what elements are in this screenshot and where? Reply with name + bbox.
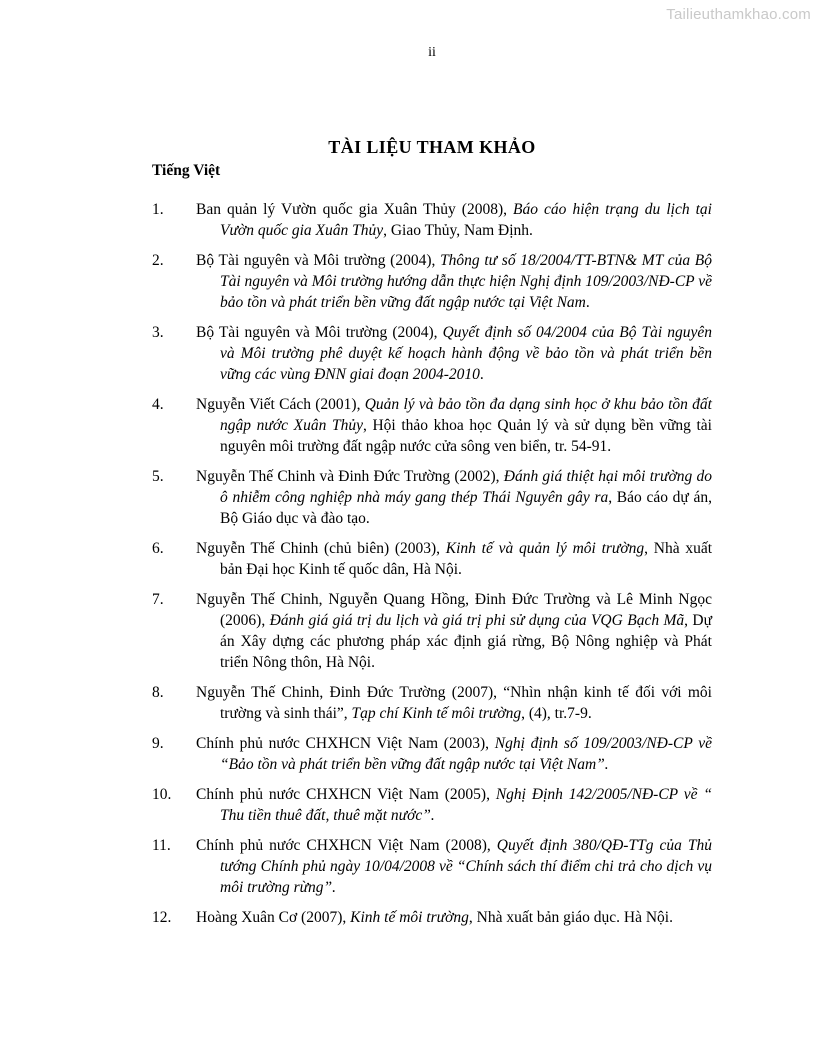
page-number: ii <box>428 45 436 60</box>
reference-number: 5. <box>152 468 164 485</box>
reference-number: 2. <box>152 252 164 269</box>
reference-number: 11. <box>152 837 171 854</box>
reference-text: Nguyễn Thế Chinh (chủ biên) (2003), Kinh tế và quản lý môi trường, Nhà xuất bản Đại học Kinh tế quốc dân, Hà Nội. <box>196 540 713 578</box>
reference-item <box>152 733 712 775</box>
watermark-text: Tailieuthamkhao.com <box>666 6 811 23</box>
reference-text: Hoàng Xuân Cơ (2007), Kinh tế môi trường, Nhà xuất bản giáo dục. Hà Nội. <box>196 909 673 926</box>
reference-number: 1. <box>152 201 164 218</box>
reference-number: 4. <box>152 396 164 413</box>
reference-text: Chính phủ nước CHXHCN Việt Nam (2008), Quyết định 380/QĐ-TTg của Thủ tướng Chính phủ ngày 10/04/2008 về “Chính sách thí điểm chi trả cho dịch vụ môi trường rừng”. <box>196 837 712 896</box>
reference-number: 6. <box>152 540 164 557</box>
reference-text: Bộ Tài nguyên và Môi trường (2004), Quyết định số 04/2004 của Bộ Tài nguyên và Môi trường phê duyệt kế hoạch hành động về bảo tồn và phát triển bền vững các vùng ĐNN giai đoạn 2004-2010. <box>196 324 712 383</box>
reference-number: 12. <box>152 909 172 926</box>
page-content <box>152 0 712 928</box>
reference-number: 7. <box>152 591 164 608</box>
reference-text: Bộ Tài nguyên và Môi trường (2004), Thông tư số 18/2004/TT-BTN& MT của Bộ Tài nguyên và Môi trường hướng dẫn thực hiện Nghị định 109/2003/NĐ-CP về bảo tồn và phát triển bền vững đất ngập nước tại Việt Nam. <box>196 252 712 311</box>
reference-number: 8. <box>152 684 164 701</box>
reference-item <box>152 466 712 529</box>
reference-item <box>152 538 712 580</box>
reference-number: 9. <box>152 735 164 752</box>
reference-item <box>152 250 712 313</box>
reference-item <box>152 199 712 241</box>
reference-item <box>152 589 712 673</box>
reference-item <box>152 835 712 898</box>
reference-number: 10. <box>152 786 172 803</box>
reference-number: 3. <box>152 324 164 341</box>
reference-text: Nguyễn Thế Chinh, Nguyễn Quang Hồng, Đinh Đức Trường và Lê Minh Ngọc (2006), Đánh giá giá trị du lịch và giá trị phi sử dụng của VQG Bạch Mã, Dự án Xây dựng các phương pháp xác định giá rừng, Bộ Nông nghiệp và Phát triển Nông thôn, Hà Nội. <box>196 591 713 671</box>
reference-text: Nguyễn Viết Cách (2001), Quản lý và bảo tồn đa dạng sinh học ở khu bảo tồn đất ngập nước Xuân Thủy, Hội thảo khoa học Quản lý và sử dụng bền vững tài nguyên môi trường đất ngập nước cửa sông ven biển, tr. 54-91. <box>196 396 712 455</box>
reference-item <box>152 682 712 724</box>
reference-item <box>152 784 712 826</box>
page-title: TÀI LIỆU THAM KHẢO <box>328 137 536 157</box>
reference-item <box>152 322 712 385</box>
reference-list <box>152 199 712 928</box>
reference-text: Chính phủ nước CHXHCN Việt Nam (2005), Nghị Định 142/2005/NĐ-CP về “ Thu tiền thuê đất, thuê mặt nước”. <box>196 786 712 824</box>
reference-text: Ban quản lý Vườn quốc gia Xuân Thủy (2008), Báo cáo hiện trạng du lịch tại Vườn quốc gia Xuân Thủy, Giao Thủy, Nam Định. <box>196 201 712 239</box>
reference-item <box>152 907 712 928</box>
section-heading-vietnamese: Tiếng Việt <box>152 162 221 179</box>
reference-text: Nguyễn Thế Chinh và Đinh Đức Trường (2002), Đánh giá thiệt hại môi trường do ô nhiễm công nghiệp nhà máy gang thép Thái Nguyên gây ra, Báo cáo dự án, Bộ Giáo dục và đào tạo. <box>196 468 713 527</box>
reference-text: Chính phủ nước CHXHCN Việt Nam (2003), Nghị định số 109/2003/NĐ-CP về “Bảo tồn và phát triển bền vững đất ngập nước tại Việt Nam”. <box>196 735 712 773</box>
reference-item <box>152 394 712 457</box>
reference-text: Nguyễn Thế Chinh, Đinh Đức Trường (2007), “Nhìn nhận kinh tế đối với môi trường và sinh thái”, Tạp chí Kinh tế môi trường, (4), tr.7-9. <box>196 684 712 722</box>
